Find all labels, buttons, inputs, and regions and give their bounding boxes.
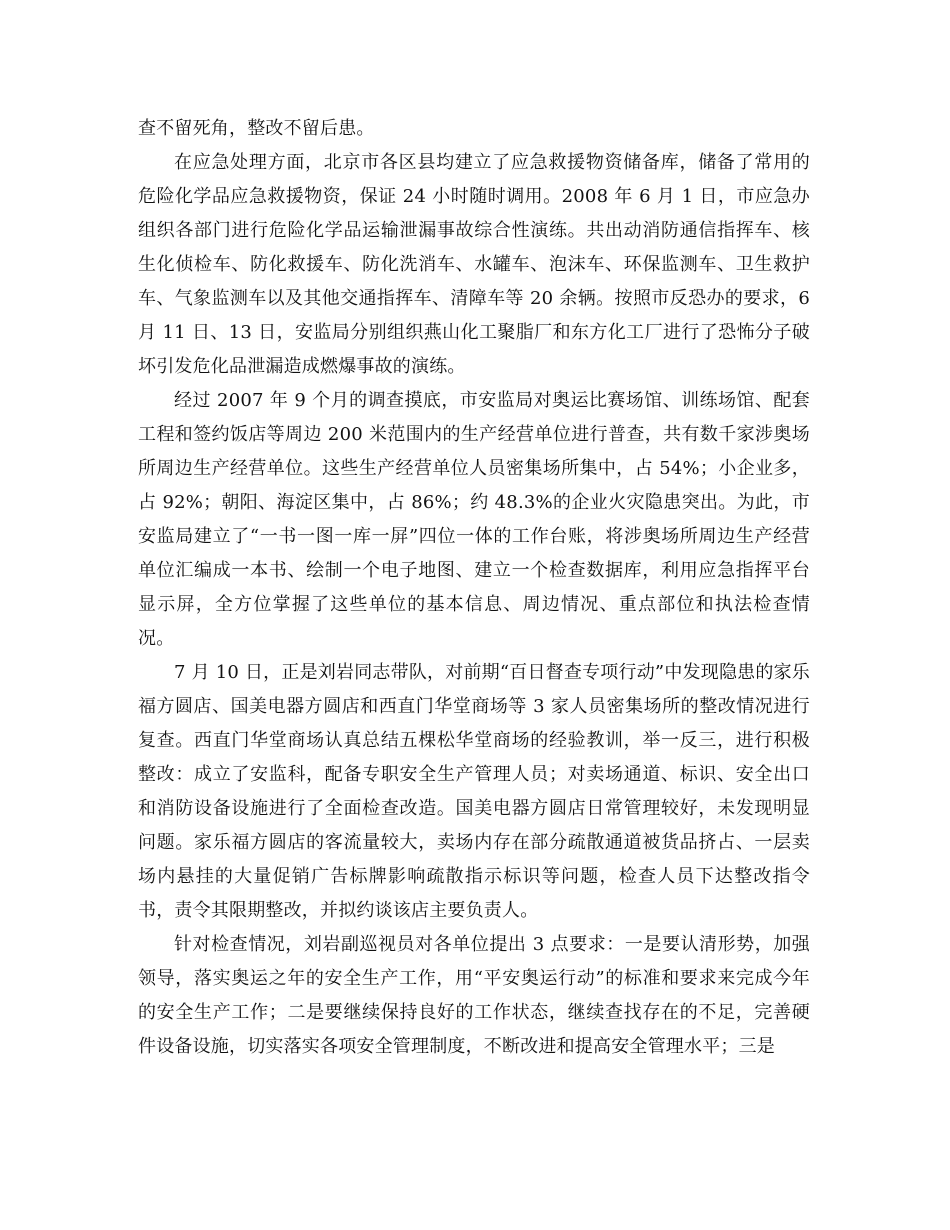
paragraph-requirements: 针对检查情况，刘岩副巡视员对各单位提出 3 点要求：一是要认清形势，加强领导，落实奥运之年的安全生产工作，用“平安奥运行动”的标准和要求来完成今年的安全生产工作；二是要继续保持良好的工作状态，继续查找存在的不足，完善硬件设备设施，切实落实各项安全管理制度，不断改进和提高安全管理水平；三是	[138, 934, 810, 1057]
paragraph-reinspection: 7 月 10 日，正是刘岩同志带队，对前期“百日督查专项行动”中发现隐患的家乐福方圆店、国美电器方圆店和西直门华堂商场等 3 家人员密集场所的整改情况进行复查。西直门华堂商场认真总结五棵松华堂商场的经验教训，举一反三，进行积极整改：成立了安监科，配备专职安全生产管理人员；对卖场通道、标识、安全出口和消防设备设施进行了全面检查改造。国美电器方圆店日常管理较好，未发现明显问题。家乐福方圆店的客流量较大，卖场内存在部分疏散通道被货品挤占、一层卖场内悬挂的大量促销广告标牌影响疏散指示标识等问题，检查人员下达整改指令书，责令其限期整改，并拟约谈该店主要负责人。	[138, 662, 810, 921]
paragraph-continuation: 查不留死角，整改不留后患。	[138, 118, 375, 139]
paragraph-survey: 经过 2007 年 9 个月的调查摸底，市安监局对奥运比赛场馆、训练场馆、配套工程和签约饭店等周边 200 米范围内的生产经营单位进行普查，共有数千家涉奥场所周边生产经营单位。这些生产经营单位人员密集场所集中，占 54%；小企业多，占 92%；朝阳、海淀区集中，占 86%；约 48.3%的企业火灾隐患突出。为此，市安监局建立了“一书一图一库一屏”四位一体的工作台账，将涉奥场所周边生产经营单位汇编成一本书、绘制一个电子地图、建立一个检查数据库，利用应急指挥平台显示屏，全方位掌握了这些单位的基本信息、周边情况、重点部位和执法检查情况。	[138, 390, 810, 649]
paragraph-emergency-response: 在应急处理方面，北京市各区县均建立了应急救援物资储备库，储备了常用的危险化学品应急救援物资，保证 24 小时随时调用。2008 年 6 月 1 日，市应急办组织各部门进行危险化学品运输泄漏事故综合性演练。共出动消防通信指挥车、核生化侦检车、防化救援车、防化洗消车、水罐车、泡沫车、环保监测车、卫生救护车、气象监测车以及其他交通指挥车、清障车等 20 余辆。按照市反恐办的要求，6 月 11 日、13 日，安监局分别组织燕山化工聚脂厂和东方化工厂进行了恐怖分子破坏引发危化品泄漏造成燃爆事故的演练。	[138, 152, 810, 377]
document-body	[138, 112, 810, 1064]
